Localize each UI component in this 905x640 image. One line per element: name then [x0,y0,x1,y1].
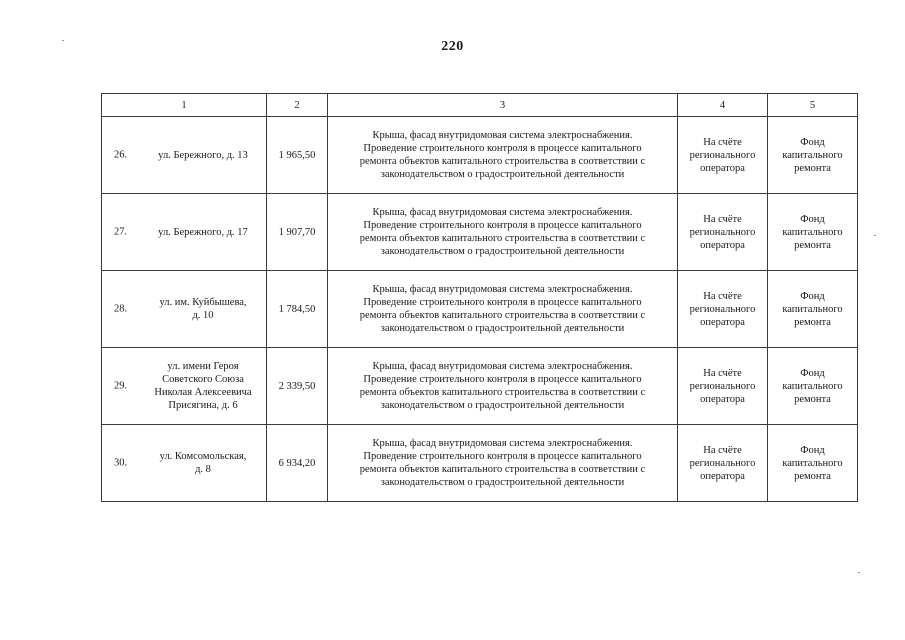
funding-source-cell: Фонд капитального ремонта [768,348,858,425]
works-line: Проведение строительного контроля в процессе капитального [363,220,642,231]
scan-speck [62,40,64,41]
works-cell [328,194,678,271]
address-cell [102,425,267,502]
table-row [102,348,858,425]
works-line: Проведение строительного контроля в процессе капитального [363,374,642,385]
row-number: 29. [114,380,128,392]
works-line: ремонта объектов капитального строительства в соответствии с [359,156,646,167]
works-line: законодательством о градостроительной деятельности [380,400,625,411]
executor-cell: На счёте регионального оператора [678,348,768,425]
area-cell: 6 934,20 [267,425,328,502]
works-line: законодательством о градостроительной деятельности [380,169,625,180]
row-number: 30. [114,457,128,469]
address: ул. им. Куйбышева, д. 10 [159,297,247,321]
page-number: 220 [441,39,464,54]
works-line: законодательством о градостроительной деятельности [380,323,625,334]
works-line: Крыша, фасад внутридомовая система электроснабжения. [372,130,633,141]
executor-cell: На счёте регионального оператора [678,117,768,194]
column-header-4: 4 [678,94,768,117]
column-header-3: 3 [328,94,678,117]
address: ул. Комсомольская, д. 8 [159,451,247,475]
table-row [102,194,858,271]
works-line: Крыша, фасад внутридомовая система электроснабжения. [372,438,633,449]
column-header-2: 2 [267,94,328,117]
area-cell: 1 907,70 [267,194,328,271]
address: ул. Бережного, д. 13 [158,149,248,161]
executor-cell: На счёте регионального оператора [678,194,768,271]
row-number: 27. [114,226,128,238]
address: ул. Бережного, д. 17 [158,226,248,238]
works-line: Проведение строительного контроля в процессе капитального [363,297,642,308]
table-row [102,425,858,502]
funding-source-cell: Фонд капитального ремонта [768,271,858,348]
address-cell [102,348,267,425]
works-cell [328,425,678,502]
works-line: ремонта объектов капитального строительства в соответствии с [359,387,646,398]
works-cell [328,348,678,425]
address-cell [102,194,267,271]
works-cell [328,117,678,194]
column-header-5: 5 [768,94,858,117]
works-line: ремонта объектов капитального строительства в соответствии с [359,233,646,244]
works-line: законодательством о градостроительной деятельности [380,477,625,488]
works-line: ремонта объектов капитального строительства в соответствии с [359,464,646,475]
area-cell: 1 965,50 [267,117,328,194]
area-cell: 2 339,50 [267,348,328,425]
works-line: Проведение строительного контроля в процессе капитального [363,143,642,154]
area-cell: 1 784,50 [267,271,328,348]
table-row [102,271,858,348]
header-row [102,94,858,117]
works-line: ремонта объектов капитального строительства в соответствии с [359,310,646,321]
repair-works-table [101,93,858,502]
works-line: Крыша, фасад внутридомовая система электроснабжения. [372,207,633,218]
works-line: Крыша, фасад внутридомовая система электроснабжения. [372,361,633,372]
works-line: Проведение строительного контроля в процессе капитального [363,451,642,462]
scan-speck [874,235,876,236]
works-line: законодательством о градостроительной деятельности [380,246,625,257]
funding-source-cell: Фонд капитального ремонта [768,194,858,271]
funding-source-cell: Фонд капитального ремонта [768,425,858,502]
funding-source-cell: Фонд капитального ремонта [768,117,858,194]
address: ул. имени Героя Советского Союза Николая Алексеевича Присягина, д. 6 [154,361,252,411]
address-cell [102,271,267,348]
executor-cell: На счёте регионального оператора [678,425,768,502]
works-cell [328,271,678,348]
works-line: Крыша, фасад внутридомовая система электроснабжения. [372,284,633,295]
scan-speck [858,572,860,573]
row-number: 26. [114,149,128,161]
row-number: 28. [114,303,128,315]
address-cell [102,117,267,194]
table-row [102,117,858,194]
column-header-1: 1 [102,94,267,117]
executor-cell: На счёте регионального оператора [678,271,768,348]
